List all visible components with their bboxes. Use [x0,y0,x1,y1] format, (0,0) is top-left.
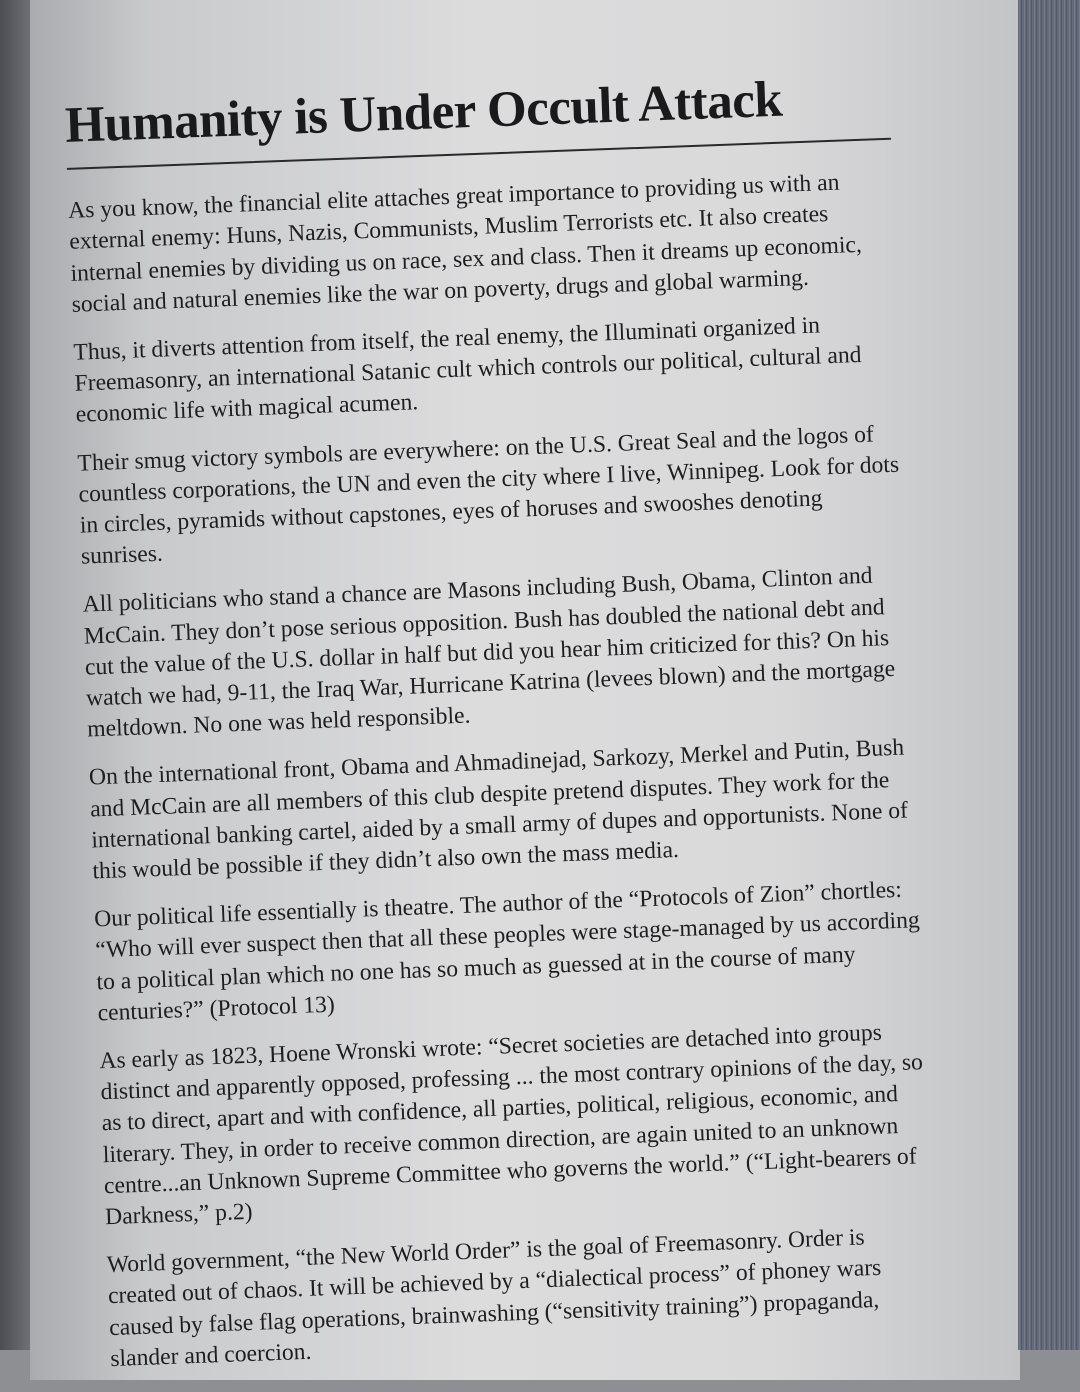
chapter-title: Humanity is Under Occult Attack [64,71,784,154]
paragraph: World government, “the New World Order” is the goal of Freemasonry. Order is created out of chaos. It will be achieved by a “dialectical process” of phoney wars caused by false flag operations, brainwashing (“sensitivity training”) propaganda, slander and coercion. [106,1224,882,1372]
paragraph: As early as 1823, Hoene Wronski wrote: “Secret societies are detached into groups distinct and apparently opposed, professing ... the most contrary opinions of the day, so as to direct, apart and with confidence, all parties, political, religious, economic, and literary. They, in order to receive common direction, are again united to an unknown centre...an Unknown Supreme Committee who governs the world.” (“Light-bearers of Darkness,” p.2) [98,1019,924,1231]
paragraph: Our political life essentially is theatre. The author of the “Protocols of Zion” chortles: “Who will ever suspect then that all these peoples were stage-managed by us according to a political plan which no one has so much as guessed at in the course of many centuries?” (Protocol 13) [93,876,921,1027]
paragraph: As you know, the financial elite attaches great importance to providing us with an external enemy: Huns, Nazis, Communists, Muslim Terrorists etc. It also creates internal enemies by dividing us on race, sex and class. Then it dreams up economic, social and natural enemies like the war on poverty, drugs and global warming. [67,169,863,318]
page-content [62,10,941,1392]
paragraph: Their smug victory symbols are everywhere: on the U.S. Great Seal and the logos of countless corporations, the UN and even the city where I live, Winnipeg. Look for dots in circles, pyramids without capstones, eyes of horuses and swooshes denoting sunrises. [77,421,900,570]
paragraph: On the international front, Obama and Ahmadinejad, Sarkozy, Merkel and Putin, Bush and McCain are all members of this club despite pretend disputes. They work for the international banking cartel, aided by a small army of dupes and opportunists. None of this would be possible if they didn’t also own the mass media. [88,734,909,885]
page-edges [1018,0,1080,1350]
paragraph: Thus, it diverts attention from itself, the real enemy, the Illuminati organized in Freemasonry, an international Satanic cult which controls our political, cultural and economic life with magical acumen. [72,312,862,429]
paragraph: All politicians who stand a chance are Masons including Bush, Obama, Clinton and McCain. They don’t pose serious opposition. Bush has doubled the national debt and cut the value of the U.S. dollar in half but did you hear him criticized for this? On his watch we had, 9-11, the Iraq War, Hurricane Katrina (levees blown) and the mortgage meltdown. No one was held responsible. [82,562,896,743]
